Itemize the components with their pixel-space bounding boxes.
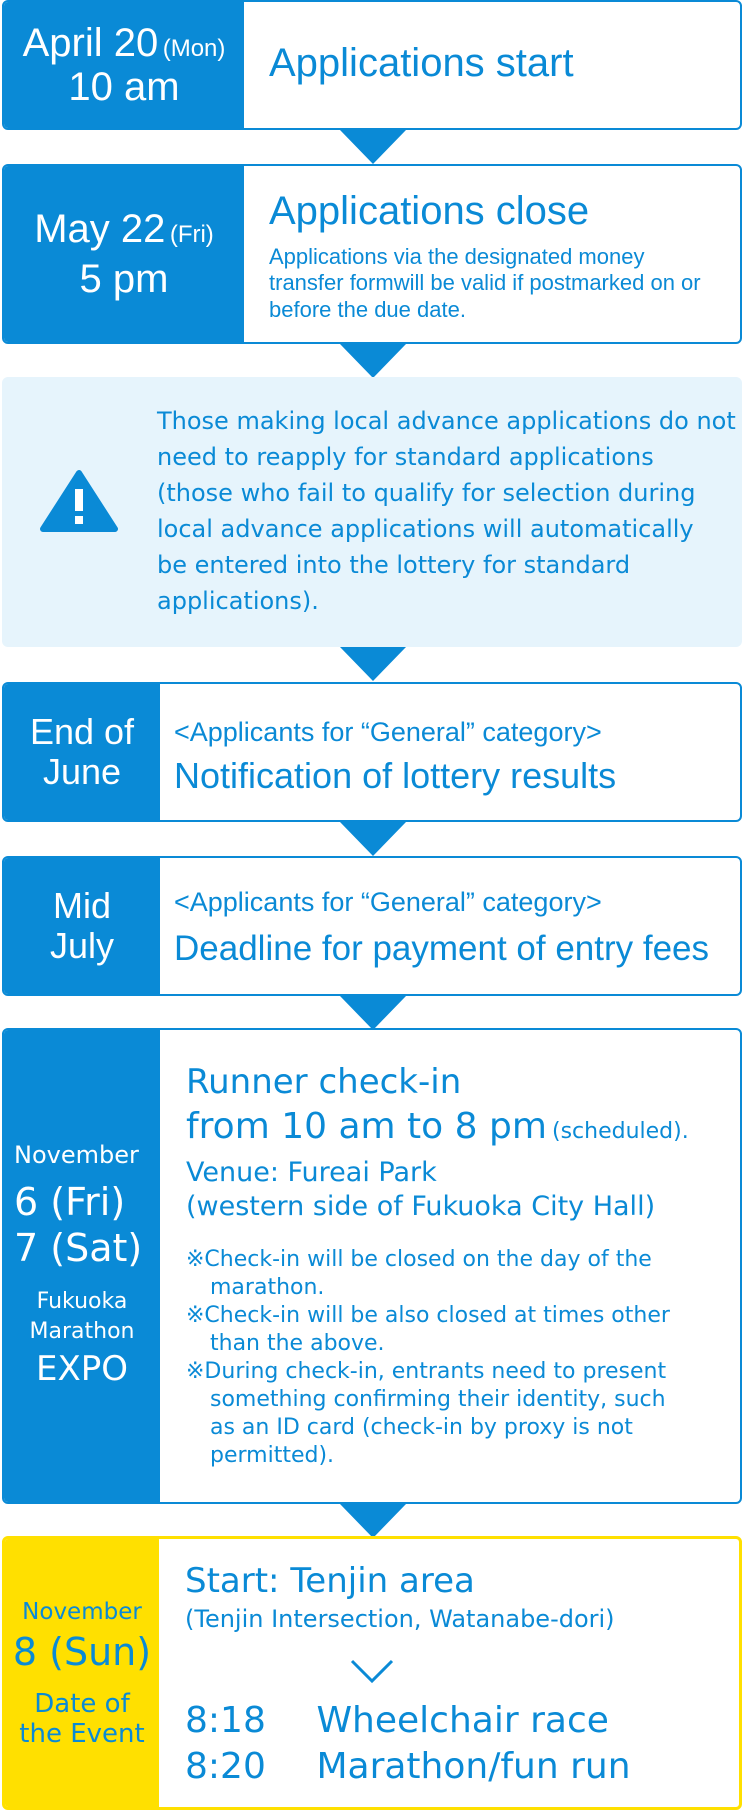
notice-line: need to reapply for standard applications bbox=[157, 443, 654, 471]
flow-arrow bbox=[340, 130, 406, 164]
race-time: 8:20 bbox=[185, 1746, 266, 1787]
date-day: 7 (Sat) bbox=[14, 1226, 143, 1270]
step-date-block bbox=[5, 1539, 159, 1807]
step-applications-close bbox=[2, 164, 742, 344]
date-line: July bbox=[49, 925, 115, 966]
step-title: Notification of lottery results bbox=[174, 755, 617, 796]
date-day: (Mon) bbox=[162, 35, 226, 62]
step-applications-start bbox=[2, 0, 742, 130]
date-month: November bbox=[14, 1141, 139, 1169]
date-time: 10 am bbox=[68, 65, 180, 109]
check-in-note: ※Check-in will be also closed at times other than the above. bbox=[186, 1303, 670, 1356]
step-title: Applications start bbox=[269, 41, 574, 85]
step-date-block bbox=[4, 1030, 160, 1502]
date-day: 8 (Sun) bbox=[12, 1630, 152, 1674]
expo-label: Marathon bbox=[29, 1319, 135, 1344]
flow-arrow bbox=[340, 1504, 406, 1538]
venue-detail: (western side of Fukuoka City Hall) bbox=[186, 1191, 656, 1222]
step-date-block bbox=[4, 166, 244, 342]
date-time: 5 pm bbox=[79, 257, 169, 301]
step-event-day bbox=[2, 1536, 742, 1810]
flow-arrow bbox=[340, 647, 406, 681]
date-day: (Fri) bbox=[169, 221, 214, 248]
step-category: <Applicants for “General” category> bbox=[174, 887, 602, 917]
race-time: 8:18 bbox=[185, 1700, 266, 1741]
step-lottery-results bbox=[2, 682, 742, 822]
scheduled-note: (scheduled). bbox=[552, 1119, 689, 1144]
date-line: Mid bbox=[52, 885, 111, 927]
event-label: the Event bbox=[19, 1719, 145, 1749]
check-in-note: ※Check-in will be closed on the day of the marathon. bbox=[186, 1247, 652, 1300]
date-day: 6 (Fri) bbox=[14, 1180, 126, 1224]
event-label: Date of bbox=[34, 1689, 130, 1719]
race-row bbox=[185, 1745, 631, 1789]
venue: Venue: Fureai Park bbox=[186, 1157, 437, 1188]
notice-text bbox=[157, 403, 742, 619]
expo-label: Fukuoka bbox=[36, 1289, 128, 1314]
step-category: <Applicants for “General” category> bbox=[174, 717, 602, 747]
step-date-block bbox=[4, 2, 244, 128]
notice-line: local advance applications will automatically bbox=[157, 515, 694, 543]
step-title: Runner check-in bbox=[186, 1062, 462, 1102]
start-detail: (Tenjin Intersection, Watanabe-dori) bbox=[185, 1605, 615, 1633]
step-date-block bbox=[4, 684, 160, 820]
flow-arrow bbox=[340, 344, 406, 378]
flow-arrow bbox=[340, 996, 406, 1030]
race-row bbox=[185, 1699, 609, 1743]
notice-panel bbox=[2, 377, 742, 647]
date-main: May 22 bbox=[34, 207, 166, 251]
race-name: Wheelchair race bbox=[316, 1700, 609, 1741]
step-date-block bbox=[4, 858, 160, 994]
check-in-note: ※During check-in, entrants need to present something confirming their identity, such as an ID card (check-in by proxy is not permitted). bbox=[186, 1359, 667, 1468]
step-title: Deadline for payment of entry fees bbox=[174, 929, 710, 968]
start-location: Start: Tenjin area bbox=[185, 1561, 475, 1601]
notice-line: applications). bbox=[157, 587, 319, 615]
date-main: April 20 bbox=[22, 21, 159, 65]
check-in-hours: from 10 am to 8 pm bbox=[186, 1106, 547, 1147]
step-title: Applications close bbox=[269, 189, 590, 233]
chevron-down-icon bbox=[349, 1657, 395, 1687]
notice-line: Those making local advance applications do not bbox=[157, 407, 736, 435]
step-payment-deadline bbox=[2, 856, 742, 996]
step-note: Applications via the designated money transfer formwill be valid if postmarked on or before the due date. bbox=[269, 244, 701, 322]
notice-line: be entered into the lottery for standard bbox=[157, 551, 631, 579]
expo-label: EXPO bbox=[35, 1349, 129, 1389]
date-month: November bbox=[22, 1599, 142, 1625]
date-line: End of bbox=[29, 711, 135, 753]
step-runner-check-in bbox=[2, 1028, 742, 1504]
race-name: Marathon/fun run bbox=[316, 1746, 631, 1787]
notice-line: (those who fail to qualify for selection during bbox=[157, 479, 696, 507]
flow-arrow bbox=[340, 822, 406, 856]
warning-icon bbox=[40, 469, 118, 533]
date-line: June bbox=[42, 751, 122, 792]
